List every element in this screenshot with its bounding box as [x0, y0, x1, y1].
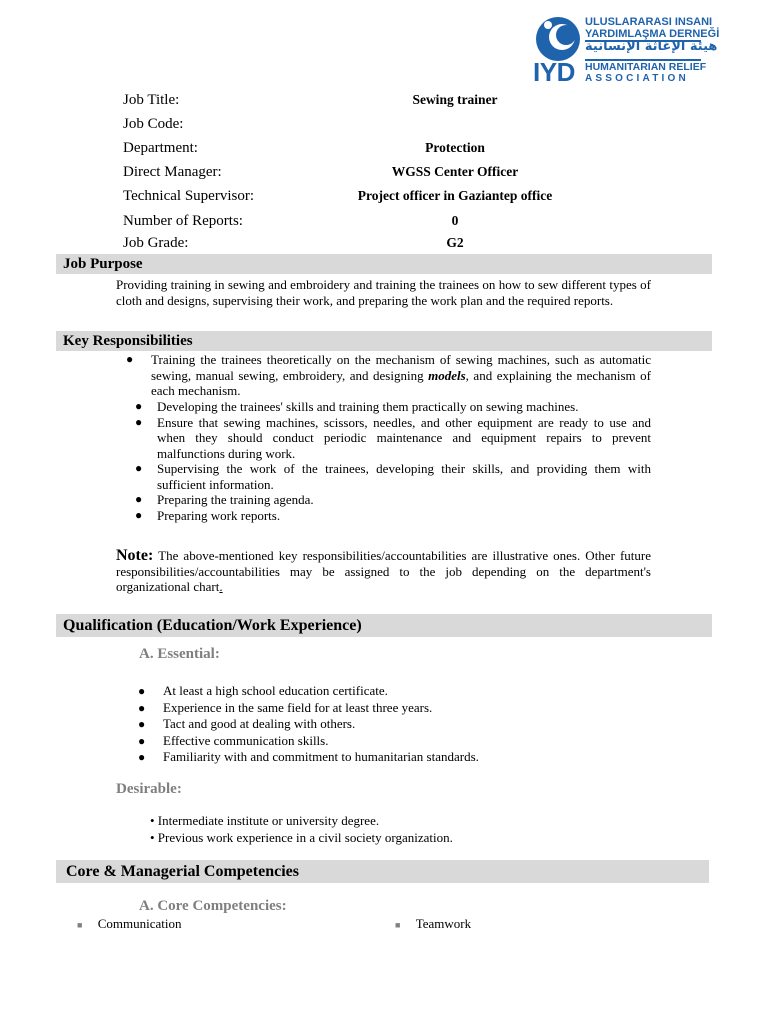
job-title-value: Sewing trainer	[412, 92, 498, 107]
list-item	[138, 683, 643, 700]
note-label: Note:	[116, 547, 154, 564]
list-item	[135, 414, 651, 462]
logo-arabic: هيئة الإغاثة الإنسانية	[585, 39, 718, 54]
competency-label: Communication	[97, 916, 182, 931]
competencies-heading: Core & Managerial Competencies	[56, 860, 709, 883]
list-item-text: Experience in the same field for at least three years.	[163, 699, 433, 715]
list-item-text: Developing the trainees' skills and training them practically on sewing machines.	[157, 399, 579, 414]
bullet-icon: ●	[138, 700, 146, 715]
number-of-reports-label: Number of Reports:	[123, 213, 243, 229]
list-item	[135, 461, 651, 492]
list-item-text: Effective communication skills.	[163, 732, 329, 748]
department-value: Protection	[425, 140, 485, 155]
list-item	[135, 492, 651, 508]
direct-manager-value: WGSS Center Officer	[391, 164, 519, 179]
logo-line-4: HUMANITARIAN RELIEF	[585, 61, 707, 73]
bullet-icon: ●	[135, 399, 143, 413]
note-paragraph	[116, 548, 651, 595]
technical-supervisor-value: Project officer in Gaziantep office	[357, 188, 553, 203]
direct-manager-label: Direct Manager:	[123, 164, 222, 180]
emphasis-text: models	[428, 367, 466, 383]
list-item-text: Ensure that sewing machines, scissors, needles, and other equipment are ready to use and when they should conduct periodic maintenance and equipment repairs to prevent malfunctions during work.	[157, 414, 651, 461]
number-of-reports-value: 0	[451, 213, 459, 228]
core-competencies-heading: A. Core Competencies:	[139, 898, 287, 914]
department-label: Department:	[123, 140, 198, 156]
bullet-icon: ●	[138, 717, 146, 731]
note-end: .	[219, 579, 223, 594]
square-bullet-icon: ■	[77, 920, 83, 930]
logo-line-2: YARDIMLAŞMA DERNEĞİ	[585, 28, 720, 40]
square-bullet-icon: ■	[395, 920, 401, 930]
bullet-icon: ●	[135, 507, 143, 522]
list-item-text: Tact and good at dealing with others.	[163, 716, 356, 731]
competency-item	[395, 916, 471, 933]
job-purpose-text: Providing training in sewing and embroidery and training the trainees on how to sew different types of cloth and designs, supervising their work, and preparing the work plan and the required reports.	[116, 277, 651, 308]
list-item	[138, 699, 643, 717]
logo-line-5: ASSOCIATION	[585, 73, 689, 84]
list-item-text: Preparing work reports.	[157, 507, 281, 523]
list-item-text: At least a high school education certificate.	[163, 683, 388, 698]
bullet-icon: ●	[138, 684, 146, 698]
iyd-emblem-icon	[535, 16, 581, 62]
key-responsibilities-heading: Key Responsibilities	[56, 331, 712, 351]
desirable-item: • Intermediate institute or university degree.	[150, 813, 380, 828]
desirable-item: • Previous work experience in a civil society organization.	[150, 830, 453, 845]
list-item	[138, 749, 643, 766]
bullet-icon: ●	[135, 461, 143, 475]
bullet-icon: ●	[126, 352, 134, 366]
qualification-heading: Qualification (Education/Work Experience)	[56, 614, 712, 637]
logo-line-1: ULUSLARARASI INSANI	[585, 16, 713, 28]
essential-list	[138, 683, 643, 766]
note-text: The above-mentioned key responsibilities/accountabilities are illustrative ones. Other future responsibilities/accountabilities may be assigned to the job depending on the department's organizational chart	[116, 548, 652, 594]
list-item	[135, 399, 651, 415]
responsibilities-list-continued	[135, 399, 651, 523]
job-code-label: Job Code:	[123, 116, 184, 132]
logo-acronym: IYD	[533, 57, 575, 87]
bullet-icon: ●	[135, 414, 143, 429]
job-grade-value: G2	[446, 235, 464, 250]
bullet-icon: ●	[135, 492, 143, 506]
desirable-heading: Desirable:	[116, 781, 182, 797]
list-item	[138, 716, 643, 733]
competency-item	[77, 916, 181, 933]
technical-supervisor-label: Technical Supervisor:	[123, 188, 254, 204]
essential-heading: A. Essential:	[139, 646, 220, 662]
bullet-icon: ●	[138, 733, 146, 748]
list-item-text: Preparing the training agenda.	[157, 492, 314, 507]
competency-label: Teamwork	[415, 916, 472, 931]
bullet-icon: ●	[138, 750, 146, 764]
list-item-text: Familiarity with and commitment to humanitarian standards.	[163, 749, 479, 764]
list-item	[126, 352, 652, 399]
organization-logo	[533, 14, 720, 87]
list-item-text: Supervising the work of the trainees, developing their skills, and providing them with sufficient information.	[157, 461, 651, 492]
job-grade-label: Job Grade:	[123, 235, 189, 251]
list-item-text: Training the trainees theoretically on the mechanism of sewing machines, such as automatic sewing, manual sewing, embroidery, and designing	[151, 352, 651, 383]
job-title-label: Job Title:	[123, 92, 180, 108]
job-purpose-heading: Job Purpose	[56, 254, 712, 274]
list-item	[138, 732, 643, 750]
list-item-text: , and explaining the mechanism of each mechanism.	[151, 367, 652, 398]
responsibilities-list	[126, 352, 652, 399]
list-item	[135, 507, 651, 524]
